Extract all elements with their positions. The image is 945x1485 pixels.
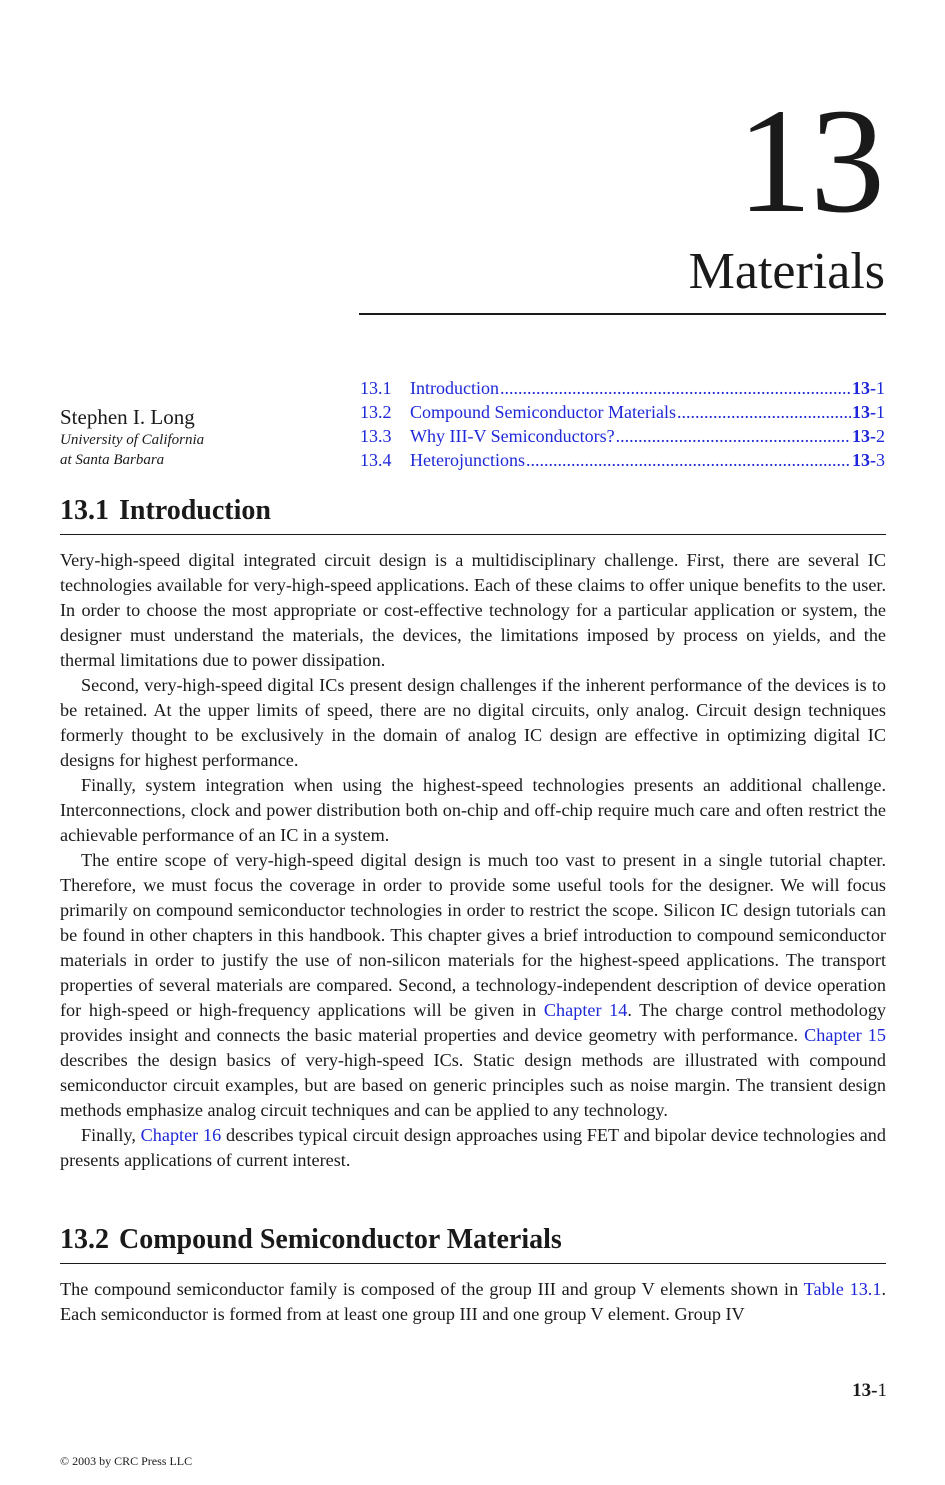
toc-title: Compound Semiconductor Materials	[410, 402, 676, 422]
paragraph: The compound semiconductor family is composed of the group III and group V elements shown in Table 13.1. Each semiconductor is formed from at least one group III and one group V element. Group IV	[60, 1279, 886, 1324]
page-number: 13-1	[852, 1380, 887, 1401]
toc-entry-13-4[interactable]	[360, 448, 885, 472]
paragraph: Finally, Chapter 16 describes typical circuit design approaches using FET and bipolar device technologies and presents applications of current interest.	[60, 1125, 886, 1170]
section-title: Compound Semiconductor Materials	[119, 1224, 562, 1255]
toc-title: Why III-V Semiconductors?	[410, 426, 615, 446]
author-affiliation-line2: at Santa Barbara	[60, 452, 165, 468]
toc-leader-dots	[526, 448, 851, 472]
toc-number: 13.4	[360, 450, 392, 470]
author-name: Stephen I. Long	[60, 405, 195, 429]
toc-leader-dots	[677, 400, 851, 424]
introduction-body	[60, 548, 886, 1173]
paragraph: Second, very-high-speed digital ICs present design challenges if the inherent performance of the devices is to be retained. At the upper limits of speed, there are no digital circuits, only analog. Circuit design techniques formerly thought to be exclusively in the domain of analog IC design are effective in optimizing digital IC designs for highest performance.	[60, 675, 886, 770]
toc-number: 13.3	[360, 426, 392, 446]
toc-page: 13-2	[852, 426, 885, 446]
section-number: 13.2	[60, 1224, 109, 1255]
toc-page: 13-1	[852, 378, 885, 398]
chapter-16-link[interactable]: Chapter 16	[140, 1125, 222, 1145]
toc-leader-dots	[500, 376, 851, 400]
toc-entry-13-3[interactable]	[360, 424, 885, 448]
author-block	[60, 404, 330, 470]
chapter-title: Materials	[688, 243, 885, 300]
chapter-15-link[interactable]: Chapter 15	[804, 1025, 886, 1045]
toc-leader-dots	[616, 424, 851, 448]
section-heading-introduction	[60, 494, 886, 535]
toc-page: 13-3	[852, 450, 885, 470]
toc-entry-13-1[interactable]	[360, 376, 885, 400]
section-title: Introduction	[119, 495, 271, 526]
toc-entry-13-2[interactable]	[360, 400, 885, 424]
section-number: 13.1	[60, 495, 109, 526]
compound-materials-body	[60, 1277, 886, 1327]
chapter-number: 13	[737, 78, 883, 244]
paragraph: Very-high-speed digital integrated circuit design is a multidisciplinary challenge. First, there are several IC technologies available for very-high-speed applications. Each of these claims to offer unique benefits to the user. In order to choose the most appropriate or cost-effective technology for a particular application or system, the designer must understand the materials, the devices, the limitations imposed by process on yields, and the thermal limitations due to power dissipation.	[60, 550, 886, 670]
title-divider	[359, 313, 886, 315]
chapter-14-link[interactable]: Chapter 14	[543, 1000, 628, 1020]
paragraph: Finally, system integration when using the highest-speed technologies presents an additional challenge. Interconnections, clock and power distribution both on-chip and off-chip require much care and often restrict the achievable performance of an IC in a system.	[60, 775, 886, 845]
table-of-contents	[360, 376, 885, 472]
author-affiliation-line1: University of California	[60, 432, 205, 448]
toc-number: 13.2	[360, 402, 392, 422]
table-13-1-link[interactable]: Table 13.1	[803, 1279, 882, 1299]
toc-title: Introduction	[410, 378, 499, 398]
section-heading-compound-semiconductor-materials	[60, 1223, 886, 1264]
paragraph: The entire scope of very-high-speed digital design is much too vast to present in a single tutorial chapter. Therefore, we must focus the coverage in order to provide some useful tools for the designer. We will focus primarily on compound semiconductor technologies in order to restrict the scope. Silicon IC design tutorials can be found in other chapters in this handbook. This chapter gives a brief introduction to compound semiconductor materials in order to justify the use of non-silicon materials for the highest-speed applications. The transport properties of several materials are compared. Second, a technology-independent description of device operation for high-speed or high-frequency applications will be given in Chapter 14. The charge control methodology provides insight and connects the basic material properties and device geometry with performance. Chapter 15 describes the design basics of very-high-speed ICs. Static design methods are illustrated with compound semiconductor circuit examples, but are based on generic principles such as noise margin. The transient design methods emphasize analog circuit techniques and can be applied to any technology.	[60, 850, 887, 1120]
toc-page: 13-1	[852, 402, 885, 422]
toc-title: Heterojunctions	[410, 450, 525, 470]
toc-number: 13.1	[360, 378, 392, 398]
copyright-notice: © 2003 by CRC Press LLC	[60, 1454, 193, 1468]
